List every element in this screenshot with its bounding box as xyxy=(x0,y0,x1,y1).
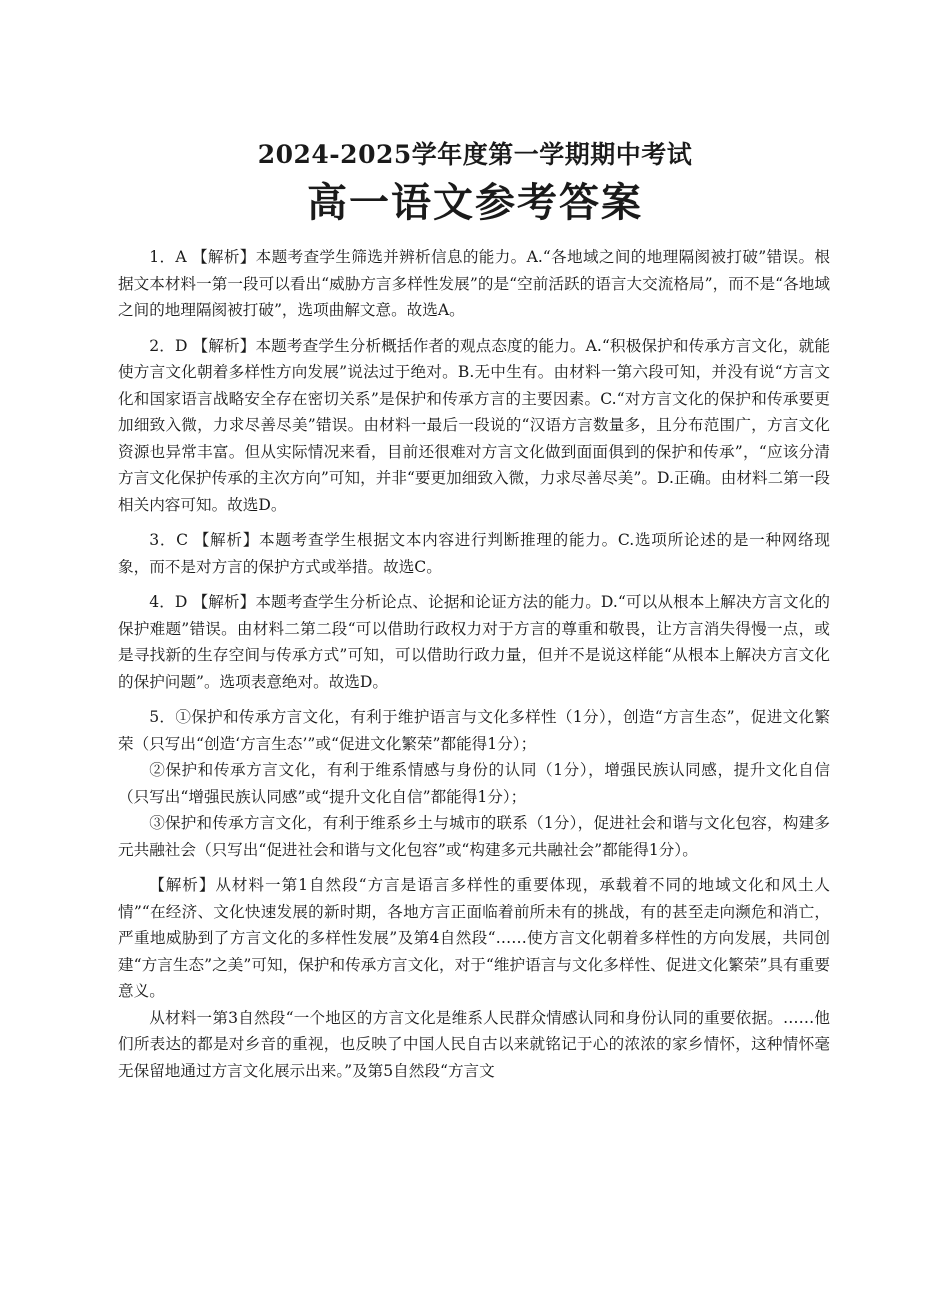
answer-5-analysis-1: 【解析】从材料一第1自然段“方言是语言多样性的重要体现，承载着不同的地域文化和风土人情”“在经济、文化快速发展的新时期，各地方言正面临着前所未有的挑战，有的甚至走向濒危和消亡，严重地威胁到了方言文化的多样性发展”及第4自然段“……使方言文化朝着多样性的方向发展，共同创建“方言生态”之美”可知，保护和传承方言文化，对于“维护语言与文化多样性、促进文化繁荣”具有重要意义。 xyxy=(118,876,830,1000)
exam-title: 2024-2025学年度第一学期期中考试 xyxy=(257,140,693,169)
answer-5-point-1: 5．①保护和传承方言文化，有利于维护语言与文化多样性（1分），创造“方言生态”，促进文化繁荣（只写出“创造‘方言生态’”或“促进文化繁荣”都能得1分）； xyxy=(118,708,830,753)
answer-4-paragraph: 4．D 【解析】本题考查学生分析论点、论据和论证方法的能力。D.“可以从根本上解决方言文化的保护难题”错误。由材料二第二段“可以借助行政权力对于方言的尊重和敬畏，让方言消失得慢一点，或是寻找新的生存空间与传承方式”可知，可以借助行政力量，但并不是说这样能“从根本上解决方言文化的保护问题”。选项表意绝对。故选D。 xyxy=(118,593,830,691)
answer-5-point-3: ③保护和传承方言文化，有利于维系乡土与城市的联系（1分），促进社会和谐与文化包容，构建多元共融社会（只写出“促进社会和谐与文化包容”或“构建多元共融社会”都能得1分）。 xyxy=(118,814,830,859)
answer-body xyxy=(118,244,830,1084)
answer-5-analysis-2: 从材料一第3自然段“一个地区的方言文化是维系人民群众情感认同和身份认同的重要依据。……他们所表达的都是对乡音的重视，也反映了中国人民自古以来就铭记于心的浓浓的家乡情怀，这种情怀毫无保留地通过方言文化展示出来。”及第5自然段“方言文 xyxy=(118,1008,830,1080)
answer-5-point-2: ②保护和传承方言文化，有利于维系情感与身份的认同（1分），增强民族认同感，提升文化自信（只写出“增强民族认同感”或“提升文化自信”都能得1分）； xyxy=(118,761,830,806)
answer-key-title: 高一语文参考答案 xyxy=(307,179,643,226)
answer-1-paragraph: 1．A 【解析】本题考查学生筛选并辨析信息的能力。A.“各地域之间的地理隔阂被打破”错误。根据文本材料一第一段可以看出“威胁方言多样性发展”的是“空前活跃的语言大交流格局”，而不是“各地域之间的地理隔阂被打破”，选项曲解文意。故选A。 xyxy=(118,248,830,319)
answer-3-paragraph: 3．C 【解析】本题考查学生根据文本内容进行判断推理的能力。C.选项所论述的是一种网络现象，而不是对方言的保护方式或举措。故选C。 xyxy=(118,531,830,576)
answer-2-paragraph: 2．D 【解析】本题考查学生分析概括作者的观点态度的能力。A.“积极保护和传承方言文化，就能使方言文化朝着多样性方向发展”说法过于绝对。B.无中生有。由材料一第六段可知，并没有说“方言文化和国家语言战略安全存在密切关系”是保护和传承方言的主要因素。C.“对方言文化的保护和传承要更加细致入微，力求尽善尽美”错误。由材料一最后一段说的“汉语方言数量多，且分布范围广，方言文化资源也异常丰富。但从实际情况来看，目前还很难对方言文化做到面面俱到的保护和传承”，“应该分清方言文化保护传承的主次方向”可知，并非“要更加细致入微，力求尽善尽美”。D.正确。由材料二第一段相关内容可知。故选D。 xyxy=(118,336,830,514)
